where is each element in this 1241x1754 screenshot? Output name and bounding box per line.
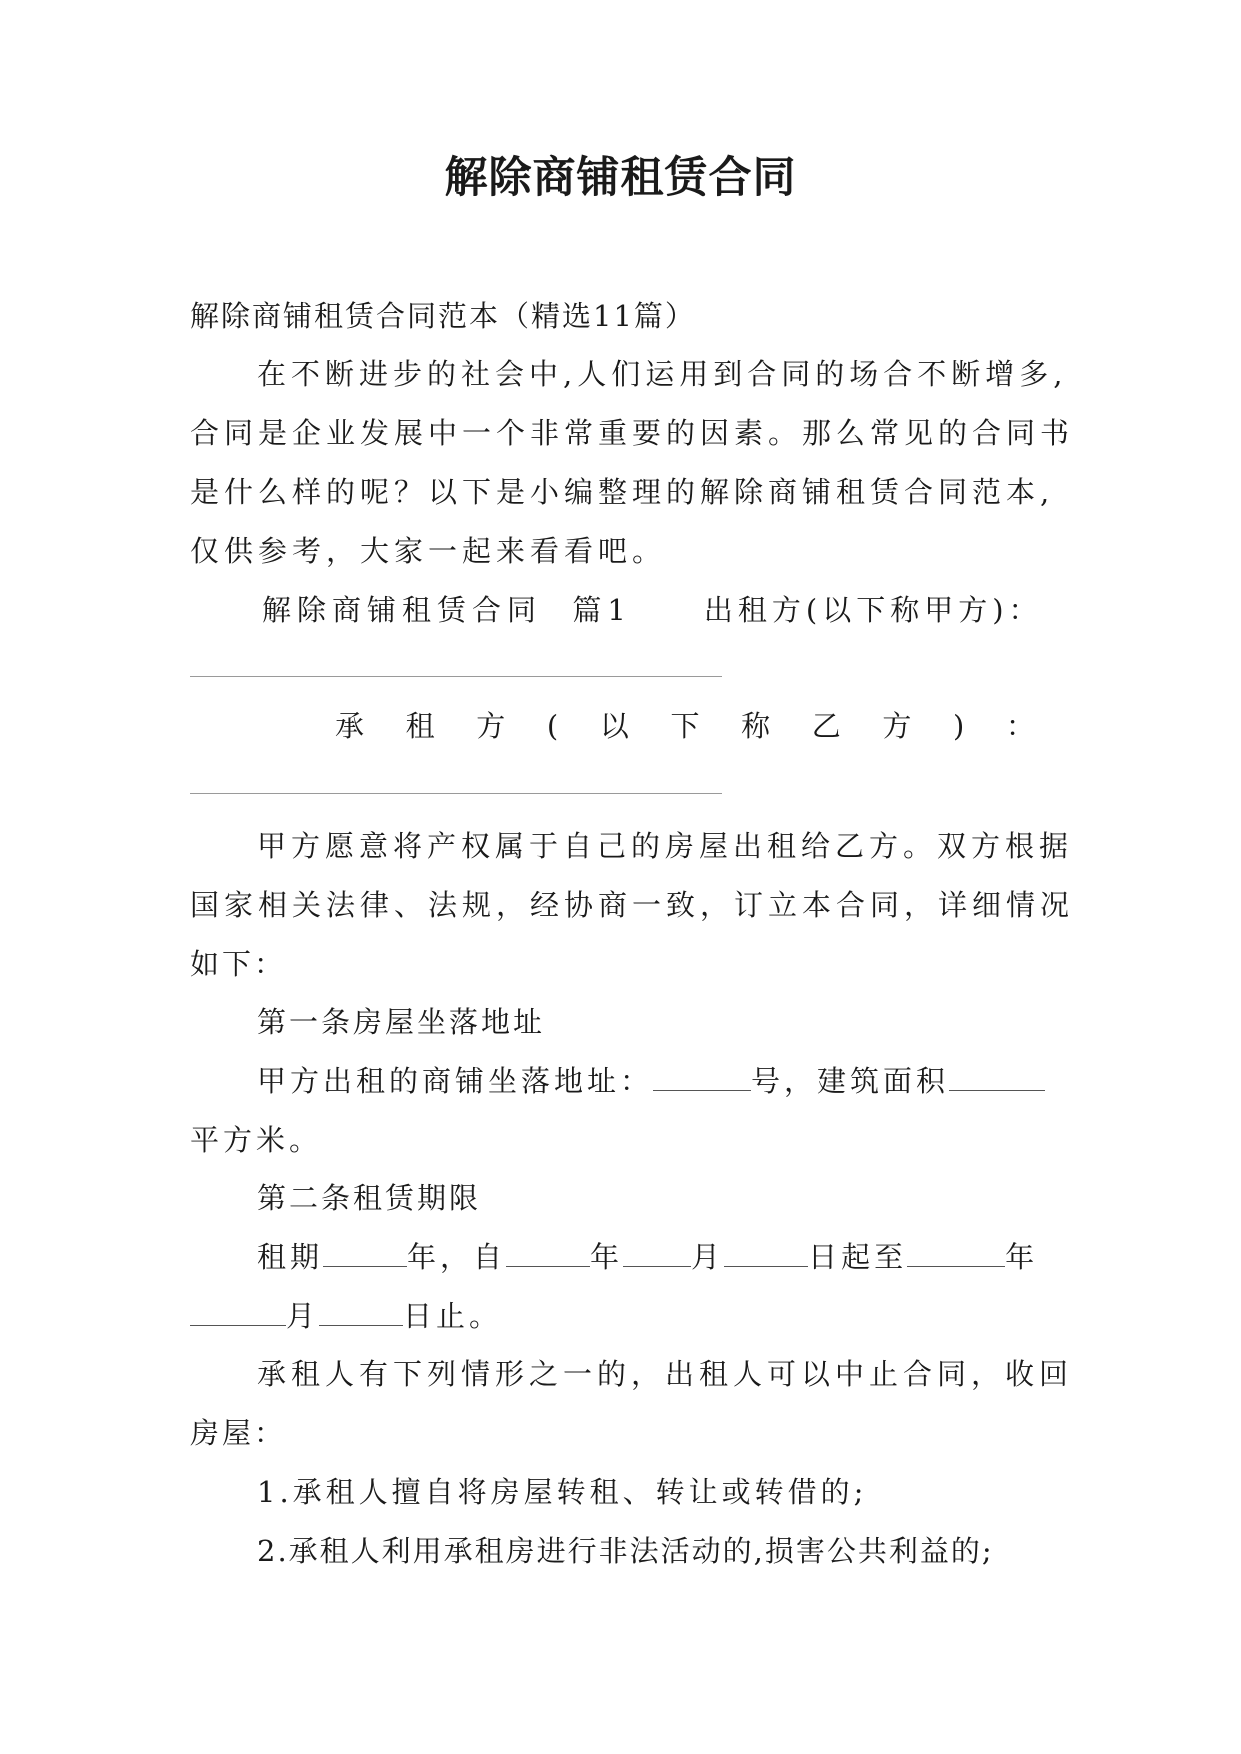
- intro-line-4: 仅供参考，大家一起来看看吧。: [190, 534, 667, 568]
- lease-term-label: 租期: [257, 1240, 324, 1274]
- list-item: 2.承租人利用承租房进行非法活动的,损害公共利益的;: [257, 1534, 994, 1568]
- lessee-char: (: [546, 709, 559, 743]
- para-2-line-2: 国家相关法律、法规，经协商一致，订立本合同，详细情况: [190, 888, 1075, 922]
- lessee-char: 承: [335, 709, 365, 743]
- para-3-line-2: 房屋：: [190, 1416, 287, 1450]
- month-label: 月: [286, 1299, 320, 1333]
- para-3-line-1: 承租人有下列情形之一的，出租人可以中止合同，收回: [257, 1357, 1074, 1391]
- from-year-label: 年，自: [407, 1240, 507, 1274]
- lessee-blank-line: [190, 793, 722, 794]
- article-2-body-cont: [190, 1296, 502, 1336]
- year-label: 年: [1005, 1240, 1039, 1274]
- lessee-char: 下: [670, 709, 700, 743]
- start-day-blank: [724, 1238, 808, 1267]
- section-1-heading-row: [262, 590, 1043, 630]
- list-item: 1.承租人擅自将房屋转租、转让或转借的;: [257, 1475, 868, 1509]
- lessee-char: ：: [1005, 709, 1035, 743]
- until-label: 日起至: [808, 1240, 908, 1274]
- intro-line-2: 合同是企业发展中一个非常重要的因素。那么常见的合同书: [190, 416, 1075, 450]
- lessee-char: 方: [476, 709, 506, 743]
- lessee-char: 租: [405, 709, 435, 743]
- document-subtitle: 解除商铺租赁合同范本（精选11篇）: [190, 299, 696, 333]
- end-label: 日止。: [403, 1299, 503, 1333]
- area-blank: [949, 1062, 1045, 1091]
- month-label: 月: [691, 1240, 725, 1274]
- article-2-body: [257, 1237, 1038, 1277]
- term-years-blank: [323, 1238, 407, 1267]
- lessor-blank-line: [190, 676, 722, 677]
- year-label: 年: [590, 1240, 624, 1274]
- end-year-blank: [907, 1238, 1005, 1267]
- article-1-address-label: 甲方出租的商铺坐落地址：: [257, 1064, 654, 1098]
- intro-line-3: 是什么样的呢？以下是小编整理的解除商铺租赁合同范本,: [190, 475, 1055, 509]
- lessee-char: 以: [599, 709, 629, 743]
- lessor-label: 出租方(以下称甲方)：: [703, 593, 1043, 627]
- lessee-char: 乙: [811, 709, 841, 743]
- article-1-body: [257, 1061, 1045, 1101]
- start-month-blank: [623, 1238, 691, 1267]
- document-title: 解除商铺租赁合同: [444, 153, 797, 203]
- lessee-char: 方: [882, 709, 912, 743]
- end-day-blank: [319, 1297, 403, 1326]
- para-2-line-1: 甲方愿意将产权属于自己的房屋出租给乙方。双方根据: [257, 829, 1074, 863]
- lessee-char: ): [952, 709, 965, 743]
- para-2-line-3: 如下：: [190, 947, 287, 981]
- article-2-heading: 第二条租赁期限: [257, 1181, 482, 1215]
- intro-line-1: 在不断进步的社会中,人们运用到合同的场合不断增多,: [257, 357, 1068, 391]
- lessee-char: 称: [741, 709, 771, 743]
- article-1-body-cont: 平方米。: [190, 1123, 323, 1157]
- start-year-blank: [506, 1238, 590, 1267]
- address-blank: [653, 1062, 751, 1091]
- lessee-label: [335, 706, 1035, 746]
- section-1-heading: 解除商铺租赁合同 篇1: [262, 593, 632, 627]
- end-month-blank: [190, 1297, 286, 1326]
- article-1-area-label: 号，建筑面积: [751, 1064, 950, 1098]
- article-1-heading: 第一条房屋坐落地址: [257, 1005, 546, 1039]
